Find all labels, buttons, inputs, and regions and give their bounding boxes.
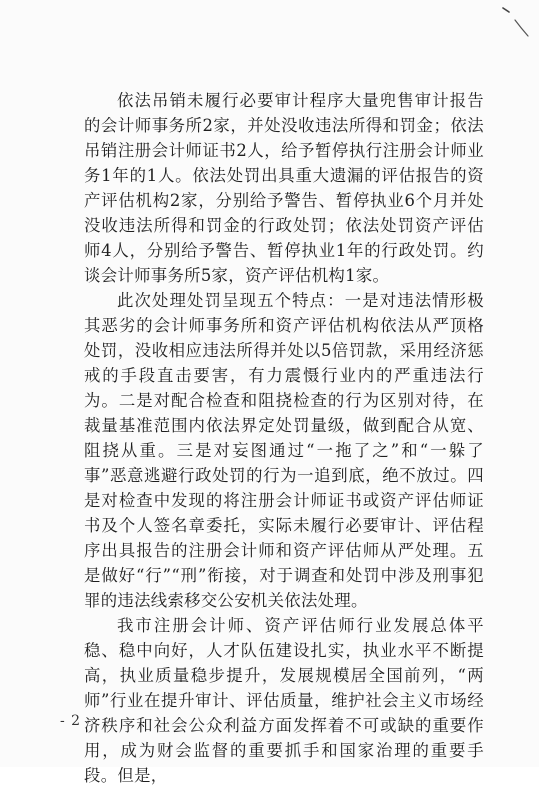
body-text (84, 88, 484, 788)
paragraph-five-features: 此次处理处罚呈现五个特点：一是对违法情形极其恶劣的会计师事务所和资产评估机构依法从严顶格处罚，没收相应违法所得并处以5倍罚款，采用经济惩戒的手段直击要害，有力震慑行业内的严重违法行为。二是对配合检查和阻挠检查的行为区别对待，在裁量基准范围内依法界定处罚量级，做到配合从宽、阻挠从重。三是对妄图通过“一拖了之”和“一躲了事”恶意逃避行政处罚的行为一追到底，绝不放过。四是对检查中发现的将注册会计师证书或资产评估师证书及个人签名章委托，实际未履行必要审计、评估程序出具报告的注册会计师和资产评估师从严处理。五是做好“行”“刑”衔接，对于调查和处罚中涉及刑事犯罪的违法线索移交公安机关依法处理。 (84, 291, 484, 610)
page-number: - 2 - (60, 713, 93, 729)
paragraph-penalties: 依法吊销未履行必要审计程序大量兜售审计报告的会计师事务所2家，并处没收违法所得和罚金；依法吊销注册会计师证书2人，给予暂停执行注册会计师业务1年的1人。依法处罚出具重大遗漏的评估报告的资产评估机构2家，分别给予警告、暂停执业6个月并处没收违法所得和罚金的行政处罚；依法处罚资产评估师4人，分别给予警告、暂停执业1年的行政处罚。约谈会计师事务所5家，资产评估机构1家。 (84, 91, 484, 285)
corner-pen-mark (501, 6, 531, 38)
paragraph-industry-status: 我市注册会计师、资产评估师行业发展总体平稳、稳中向好，人才队伍建设扎实，执业水平不断提高，执业质量稳步提升，发展规模居全国前列，“两师”行业在提升审计、评估质量，维护社会主义市场经济秩序和社会公众利益方面发挥着不可或缺的重要作用，成为财会监督的重要抓手和国家治理的重要手段。但是， (84, 616, 484, 785)
